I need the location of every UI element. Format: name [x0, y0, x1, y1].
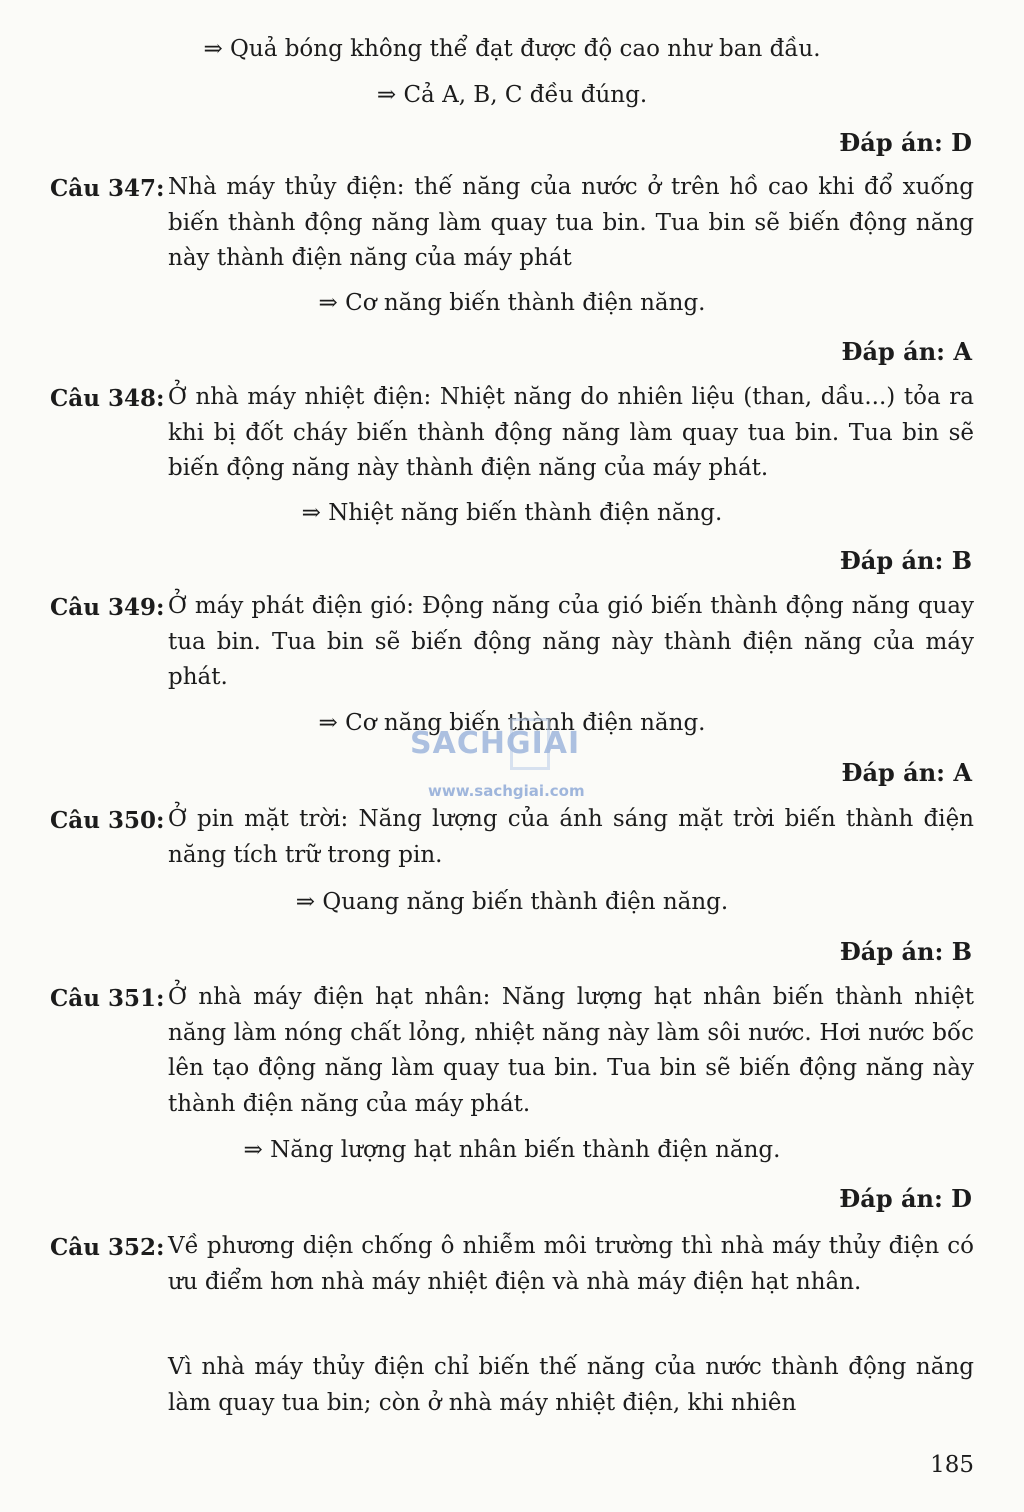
sachgiai-watermark — [410, 718, 620, 808]
question-label-349: Câu 349: — [50, 594, 165, 621]
question-text-351: Ở nhà máy điện hạt nhân: Năng lượng hạt nhân biến thành nhiệt năng làm nóng chất lỏng, nhiệt năng này làm sôi nước. Hơi nước bốc lên tạo động năng làm quay tua bin. Tua bin sẽ biến động năng này thành điện năng của máy phát. — [168, 984, 974, 1117]
conclusion-349: ⇒ Cơ năng biến thành điện năng. — [318, 710, 706, 736]
intro-line-2: ⇒ Cả A, B, C đều đúng. — [376, 82, 648, 108]
question-text-347: Nhà máy thủy điện: thế năng của nước ở trên hồ cao khi đổ xuống biến thành động năng làm quay tua bin. Tua bin sẽ biến động năng này thành điện năng của máy phát — [168, 174, 974, 271]
question-label-352: Câu 352: — [50, 1234, 165, 1261]
answer-351: Đáp án: D — [839, 1184, 972, 1213]
answer-348: Đáp án: B — [839, 546, 972, 575]
intro-line-1: ⇒ Quả bóng không thể đạt được độ cao như ban đầu. — [203, 36, 821, 62]
page-number: 185 — [930, 1452, 974, 1478]
question-text-348: Ở nhà máy nhiệt điện: Nhiệt năng do nhiên liệu (than, dầu...) tỏa ra khi bị đốt cháy biến thành động năng làm quay tua bin. Tua bin sẽ biến động năng này thành điện năng của máy phát. — [168, 384, 974, 481]
conclusion-351: ⇒ Năng lượng hạt nhân biến thành điện năng. — [243, 1137, 781, 1163]
intro-answer: Đáp án: D — [839, 128, 972, 157]
question-label-351: Câu 351: — [50, 985, 165, 1012]
conclusion-350: ⇒ Quang năng biến thành điện năng. — [295, 889, 729, 915]
question-text-352: Về phương diện chống ô nhiễm môi trường thì nhà máy thủy điện có ưu điểm hơn nhà máy nhiệt điện và nhà máy điện hạt nhân. — [168, 1233, 974, 1295]
watermark-logo: SACHGIAI — [410, 726, 581, 761]
question-note-352: Vì nhà máy thủy điện chỉ biến thế năng của nước thành động năng làm quay tua bin; còn ở nhà máy nhiệt điện, khi nhiên — [168, 1354, 974, 1416]
watermark-url: www.sachgiai.com — [428, 782, 585, 800]
conclusion-347: ⇒ Cơ năng biến thành điện năng. — [318, 290, 706, 316]
question-text-349: Ở máy phát điện gió: Động năng của gió biến thành động năng quay tua bin. Tua bin sẽ biến động năng này thành điện năng của máy phát. — [168, 593, 974, 690]
question-label-350: Câu 350: — [50, 807, 165, 834]
answer-349: Đáp án: A — [841, 758, 972, 787]
answer-350: Đáp án: B — [839, 937, 972, 966]
question-label-348: Câu 348: — [50, 385, 165, 412]
question-label-347: Câu 347: — [50, 175, 165, 202]
conclusion-348: ⇒ Nhiệt năng biến thành điện năng. — [301, 500, 723, 526]
answer-347: Đáp án: A — [841, 337, 972, 366]
question-text-350: Ở pin mặt trời: Năng lượng của ánh sáng mặt trời biến thành điện năng tích trữ trong pin. — [168, 806, 974, 868]
